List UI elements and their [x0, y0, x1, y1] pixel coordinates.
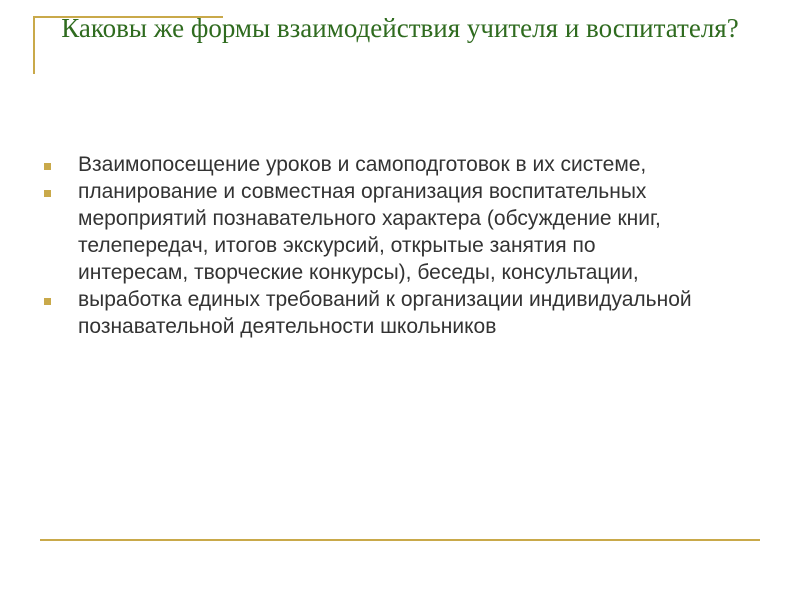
bullet-text: Взаимопосещение уроков и самоподготовок в их системе,: [78, 153, 647, 176]
bullet-text: планирование и совместная организация воспитательных мероприятий познавательного характера (обсуждение книг, телепередач, итогов экскурсий, открытые занятия по интересам, творческие конкурсы), беседы, консультации,: [78, 180, 661, 284]
bullet-list: [44, 151, 704, 340]
square-bullet-icon: [44, 190, 51, 197]
bullet-item: [44, 178, 704, 286]
bullet-item: [44, 286, 704, 340]
square-bullet-icon: [44, 163, 51, 170]
title-frame-left-line: [33, 16, 35, 74]
bottom-divider-line: [40, 539, 760, 541]
bullet-text: выработка единых требований к организации индивидуальной познавательной деятельности школьников: [78, 288, 692, 338]
square-bullet-icon: [44, 298, 51, 305]
slide-title: Каковы же формы взаимодействия учителя и воспитателя?: [61, 13, 739, 43]
bullet-item: [44, 151, 704, 178]
